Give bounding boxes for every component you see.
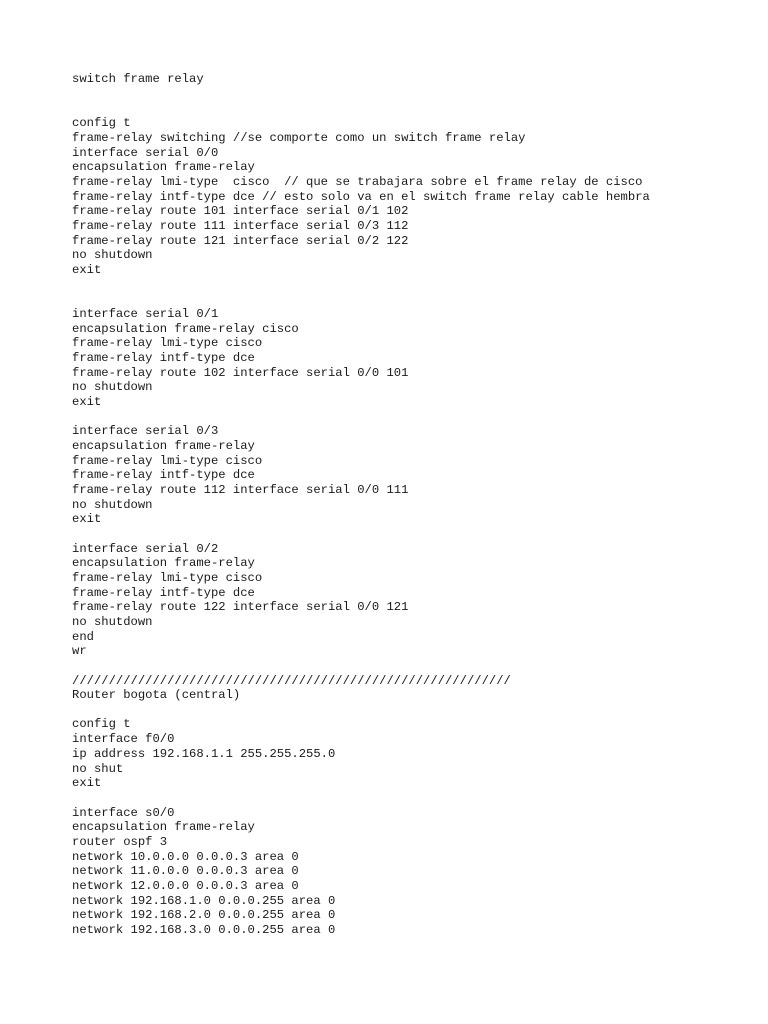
document-line: exit (72, 263, 102, 277)
document-line: exit (72, 776, 102, 790)
document-line: no shut (72, 762, 124, 776)
document-line: frame-relay lmi-type cisco (72, 454, 263, 468)
document-line: interface serial 0/0 (72, 146, 219, 160)
document-line: config t (72, 116, 131, 130)
document-line: no shutdown (72, 615, 153, 629)
section-divider: //////////////////////////////////////////////////////////// (72, 674, 511, 688)
document-line: network 192.168.2.0 0.0.0.255 area 0 (72, 908, 336, 922)
document-line: end (72, 630, 94, 644)
document-line: interface s0/0 (72, 806, 175, 820)
document-line: network 192.168.3.0 0.0.0.255 area 0 (72, 923, 336, 937)
document-line: exit (72, 512, 102, 526)
document-line: exit (72, 395, 102, 409)
document-line: frame-relay route 112 interface serial 0/0 111 (72, 483, 409, 497)
document-line: frame-relay intf-type dce // esto solo va en el switch frame relay cable hembra (72, 190, 650, 204)
document-line: frame-relay intf-type dce (72, 586, 255, 600)
document-line: encapsulation frame-relay (72, 439, 255, 453)
document-line: frame-relay lmi-type cisco // que se trabajara sobre el frame relay de cisco (72, 175, 643, 189)
document-line: frame-relay route 102 interface serial 0/0 101 (72, 366, 409, 380)
document-line: frame-relay intf-type dce (72, 351, 255, 365)
document-line: encapsulation frame-relay (72, 820, 255, 834)
document-line: no shutdown (72, 498, 153, 512)
document-heading: switch frame relay (72, 72, 204, 86)
document-line: frame-relay lmi-type cisco (72, 571, 263, 585)
document-line: network 12.0.0.0 0.0.0.3 area 0 (72, 879, 299, 893)
document-line: frame-relay route 121 interface serial 0/2 122 (72, 234, 409, 248)
document-line: interface serial 0/3 (72, 424, 219, 438)
document-line: interface serial 0/2 (72, 542, 219, 556)
document-line: frame-relay route 122 interface serial 0/0 121 (72, 600, 409, 614)
document-line: router ospf 3 (72, 835, 168, 849)
document-line: no shutdown (72, 248, 153, 262)
document-line: network 11.0.0.0 0.0.0.3 area 0 (72, 864, 299, 878)
document-line: wr (72, 644, 87, 658)
document-line: no shutdown (72, 380, 153, 394)
document-line: frame-relay intf-type dce (72, 468, 255, 482)
document-line: frame-relay route 111 interface serial 0/3 112 (72, 219, 409, 233)
document-line: interface f0/0 (72, 732, 175, 746)
document-line: network 10.0.0.0 0.0.0.3 area 0 (72, 850, 299, 864)
document-line: encapsulation frame-relay (72, 160, 255, 174)
document-line: network 192.168.1.0 0.0.0.255 area 0 (72, 894, 336, 908)
document-line: frame-relay lmi-type cisco (72, 336, 263, 350)
document-line: ip address 192.168.1.1 255.255.255.0 (72, 747, 336, 761)
document-line: frame-relay switching //se comporte como un switch frame relay (72, 131, 526, 145)
document-line: interface serial 0/1 (72, 307, 219, 321)
document-line: encapsulation frame-relay cisco (72, 322, 299, 336)
document-line: Router bogota (central) (72, 688, 241, 702)
document-line: config t (72, 717, 131, 731)
document-line: encapsulation frame-relay (72, 556, 255, 570)
document-line: frame-relay route 101 interface serial 0/1 102 (72, 204, 409, 218)
